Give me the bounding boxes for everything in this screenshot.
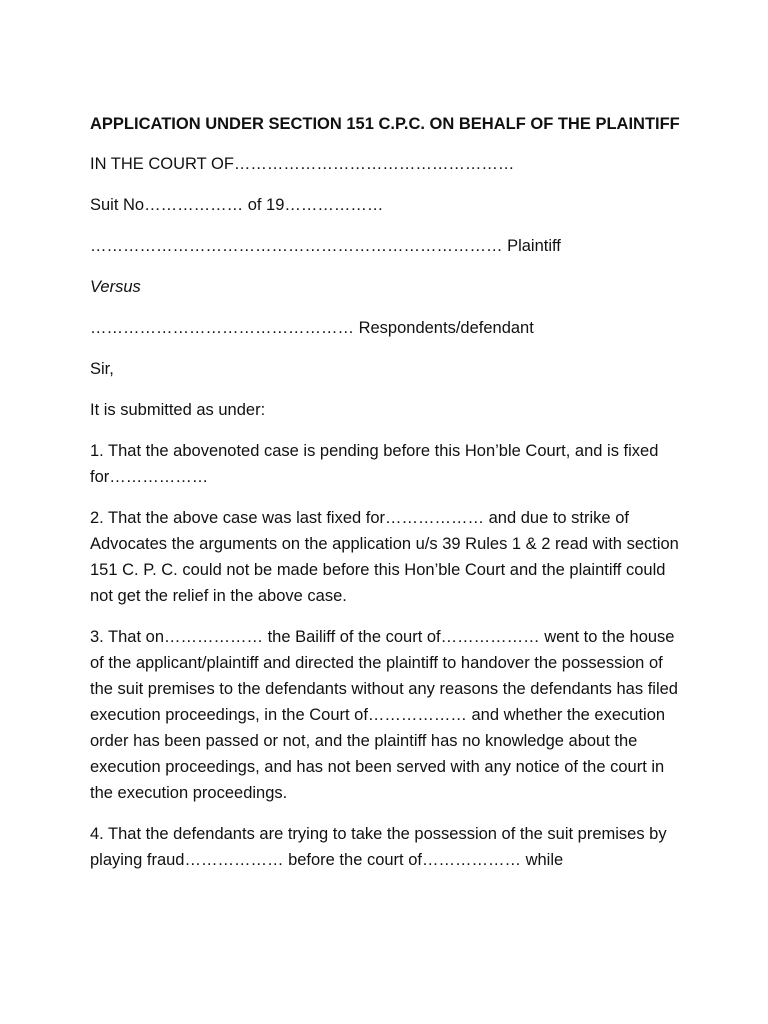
court-line: IN THE COURT OF…………………………………………… bbox=[90, 155, 515, 173]
suit-number-line: Suit No……………… of 19……………… bbox=[90, 196, 384, 214]
document-title: APPLICATION UNDER SECTION 151 C.P.C. ON BEHALF OF THE PLAINTIFF bbox=[90, 115, 680, 133]
intro-text: It is submitted as under: bbox=[90, 401, 266, 419]
plaintiff-line: ………………………………………………………………… Plaintiff bbox=[90, 237, 561, 255]
paragraph-4: 4. That the defendants are trying to take the possession of the suit premises by playing fraud……………… before the court of……………… while bbox=[90, 825, 667, 869]
defendant-line: ………………………………………… Respondents/defendant bbox=[90, 319, 534, 337]
salutation: Sir, bbox=[90, 360, 114, 378]
paragraph-3: 3. That on……………… the Bailiff of the court of……………… went to the house of the applicant/plaintiff and directed the plaintiff to handover the possession of the suit premises to the defendants without any reasons the defendants has filed execution proceedings, in the Court of……………… and whether the execution order has been passed or not, and the plaintiff has no knowledge about the execution proceedings, and has not been served with any notice of the court in the execution proceedings. bbox=[90, 628, 678, 802]
paragraph-1: 1. That the abovenoted case is pending before this Hon’ble Court, and is fixed for……………… bbox=[90, 442, 659, 486]
versus-label: Versus bbox=[90, 278, 141, 296]
paragraph-2: 2. That the above case was last fixed for……………… and due to strike of Advocates the arguments on the application u/s 39 Rules 1 & 2 read with section 151 C. P. C. could not be made before this Hon’ble Court and the plaintiff could not get the relief in the above case. bbox=[90, 509, 679, 605]
